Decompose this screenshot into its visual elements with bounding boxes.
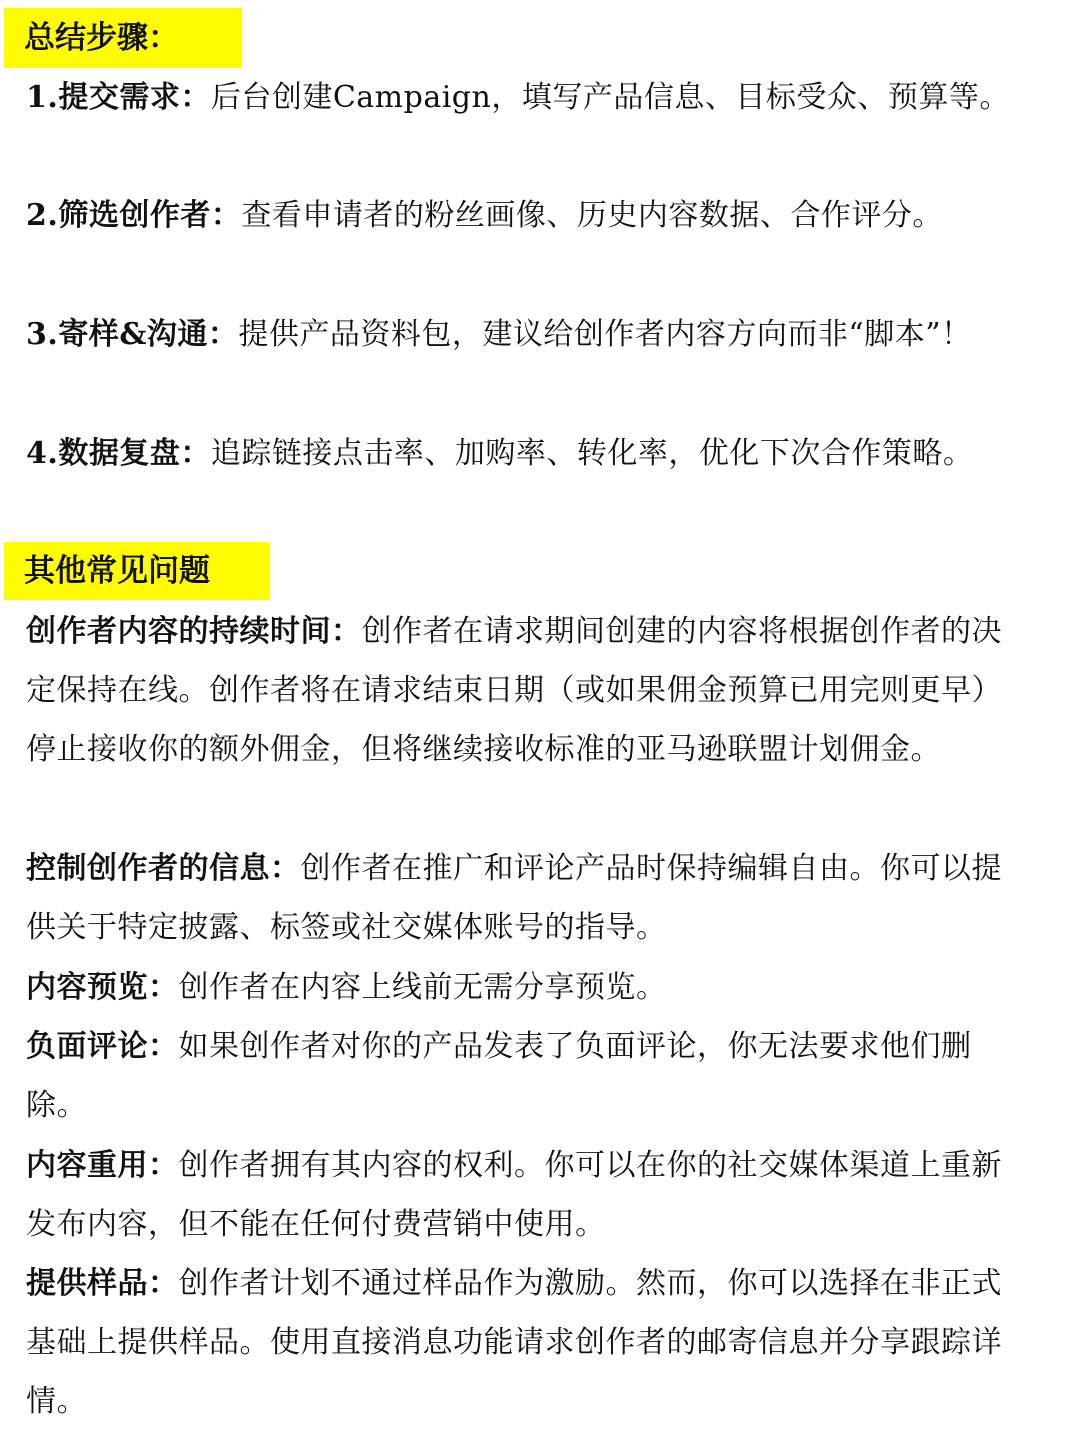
faq-item-negative-reviews <box>26 1017 1026 1135</box>
faq-item-content-reuse <box>26 1136 1026 1254</box>
step-text: 后台创建Campaign，填写产品信息、目标受众、预算等。 <box>210 80 1010 115</box>
summary-heading: 总结步骤： <box>4 8 242 68</box>
step-text: 提供产品资料包，建议给创作者内容方向而非“脚本”！ <box>238 317 972 352</box>
faq-key: 控制创作者的信息： <box>26 851 301 886</box>
faq-text: 创作者计划不通过样品作为激励。然而，你可以选择在非正式基础上提供样品。使用直接消息功能请求创作者的邮寄信息并分享跟踪详情。 <box>26 1266 1002 1419</box>
summary-step-2 <box>26 186 1026 245</box>
step-text: 追踪链接点击率、加购率、转化率，优化下次合作策略。 <box>210 436 974 471</box>
faq-key: 内容重用： <box>26 1148 179 1183</box>
faq-key: 负面评论： <box>26 1029 179 1064</box>
faq-item-content-duration <box>26 602 1026 779</box>
faq-text: 创作者在内容上线前无需分享预览。 <box>178 970 667 1005</box>
step-key: 4.数据复盘： <box>26 436 211 471</box>
summary-step-1 <box>26 68 1026 127</box>
faq-item-control-messaging <box>26 839 1026 957</box>
faq-key: 创作者内容的持续时间： <box>26 614 362 649</box>
summary-step-4 <box>26 424 1026 483</box>
faq-text: 如果创作者对你的产品发表了负面评论，你无法要求他们删除。 <box>26 1029 972 1123</box>
step-key: 2.筛选创作者： <box>26 198 242 233</box>
faq-heading: 其他常见问题 <box>4 542 269 600</box>
faq-text: 创作者在请求期间创建的内容将根据创作者的决定保持在线。创作者将在请求结束日期（或如果佣金预算已用完则更早）停止接收你的额外佣金，但将继续接收标准的亚马逊联盟计划佣金。 <box>26 614 1002 767</box>
faq-item-samples <box>26 1254 1026 1431</box>
step-text: 查看申请者的粉丝画像、历史内容数据、合作评分。 <box>241 198 943 233</box>
faq-key: 提供样品： <box>26 1266 179 1301</box>
faq-text: 创作者拥有其内容的权利。你可以在你的社交媒体渠道上重新发布内容，但不能在任何付费营销中使用。 <box>26 1148 1002 1242</box>
faq-item-content-preview <box>26 958 1026 1017</box>
faq-key: 内容预览： <box>26 970 179 1005</box>
step-key: 3.寄样&沟通： <box>26 317 239 352</box>
faq-text: 创作者在推广和评论产品时保持编辑自由。你可以提供关于特定披露、标签或社交媒体账号的指导。 <box>26 851 1002 945</box>
summary-step-3 <box>26 305 1026 364</box>
step-key: 1.提交需求： <box>26 80 211 115</box>
